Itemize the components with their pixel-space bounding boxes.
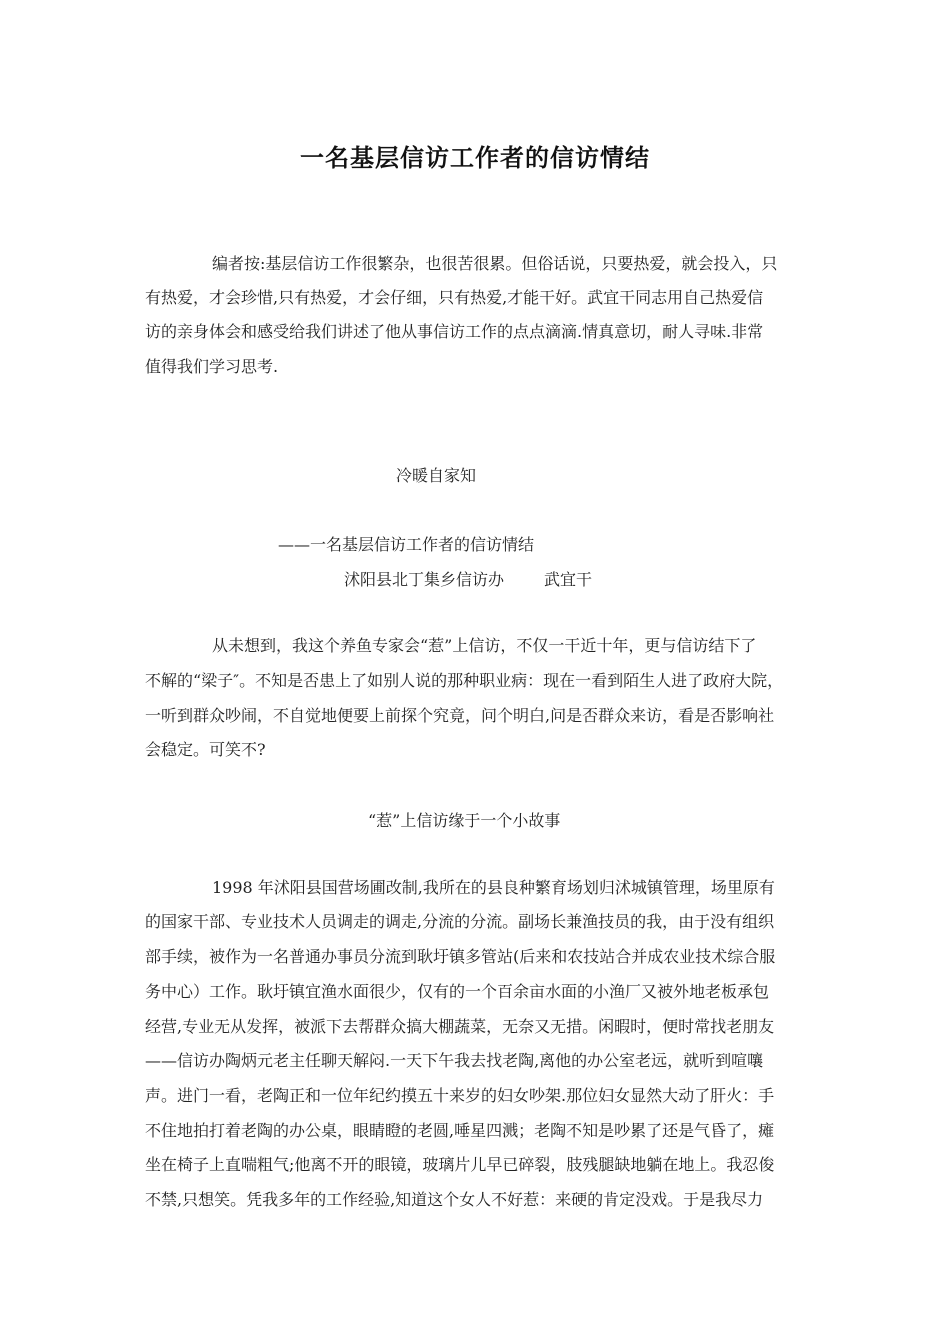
paragraph-line: 会稳定。可笑不? <box>145 740 266 759</box>
paragraph-line: 声。进门一看，老陶正和一位年纪约摸五十来岁的妇女吵架.那位妇女显然大动了肝火：手 <box>145 1086 775 1105</box>
author-name: 武宜干 <box>544 570 593 589</box>
paragraph-line: 不解的“梁子″。不知是否患上了如别人说的那种职业病：现在一看到陌生人进了政府大院， <box>145 671 784 690</box>
paragraph-line: 不住地拍打着老陶的办公桌，眼睛瞪的老圆,唾星四溅；老陶不知是吵累了还是气昏了，瘫 <box>145 1121 775 1140</box>
paragraph-line: 从未想到，我这个养鱼专家会“惹”上信访，不仅一干近十年，更与信访结下了 <box>212 636 757 655</box>
paragraph-line: 一听到群众吵闹，不自觉地便要上前探个究竟，问个明白,问是否群众来访，看是否影响社 <box>145 706 775 725</box>
byline <box>344 567 592 590</box>
paragraph-line: 坐在椅子上直喘粗气;他离不开的眼镜，玻璃片儿早已碎裂，肢残腿缺地躺在地上。我忍俊 <box>145 1155 775 1174</box>
editor-note-line: 编者按:基层信访工作很繁杂，也很苦很累。但俗话说，只要热爱，就会投入，只 <box>212 254 778 273</box>
section-heading: “惹”上信访缘于一个小故事 <box>368 811 561 830</box>
paragraph-line: 经营,专业无从发挥，被派下去帮群众搞大棚蔬菜，无奈又无措。闲暇时，便时常找老朋友 <box>145 1017 775 1036</box>
editor-note-line: 有热爱，才会珍惜,只有热爱，才会仔细，只有热爱,才能干好。武宜干同志用自己热爱信 <box>145 288 764 307</box>
paragraph-line: ——信访办陶炳元老主任聊天解闷.一天下午我去找老陶,离他的办公室老远，就听到喧嚷 <box>145 1051 764 1070</box>
document-title: 一名基层信访工作者的信访情结 <box>300 144 650 172</box>
paragraph-line: 不禁,只想笑。凭我多年的工作经验,知道这个女人不好惹：来硬的肯定没戏。于是我尽力 <box>145 1190 764 1209</box>
editor-note-line: 访的亲身体会和感受给我们讲述了他从事信访工作的点点滴滴.情真意切，耐人寻味.非常 <box>145 322 764 341</box>
paragraph-line: 部手续，被作为一名普通办事员分流到耿圩镇多管站(后来和农技站合并成农业技术综合服 <box>145 947 776 966</box>
article-subheading: ——一名基层信访工作者的信访情结 <box>278 535 535 554</box>
paragraph-line: 务中心）工作。耿圩镇宜渔水面很少，仅有的一个百余亩水面的小渔厂又被外地老板承包 <box>145 982 770 1001</box>
paragraph-line: 1998 年沭阳县国营场圃改制,我所在的县良种繁育场划归沭城镇管理，场里原有 <box>212 878 775 897</box>
article-heading: 冷暖自家知 <box>396 466 477 485</box>
author-affiliation: 沭阳县北丁集乡信访办 <box>344 570 505 589</box>
paragraph-line: 的国家干部、专业技术人员调走的调走,分流的分流。副场长兼渔技员的我，由于没有组织 <box>145 912 775 931</box>
editor-note-line: 值得我们学习思考. <box>145 357 279 376</box>
